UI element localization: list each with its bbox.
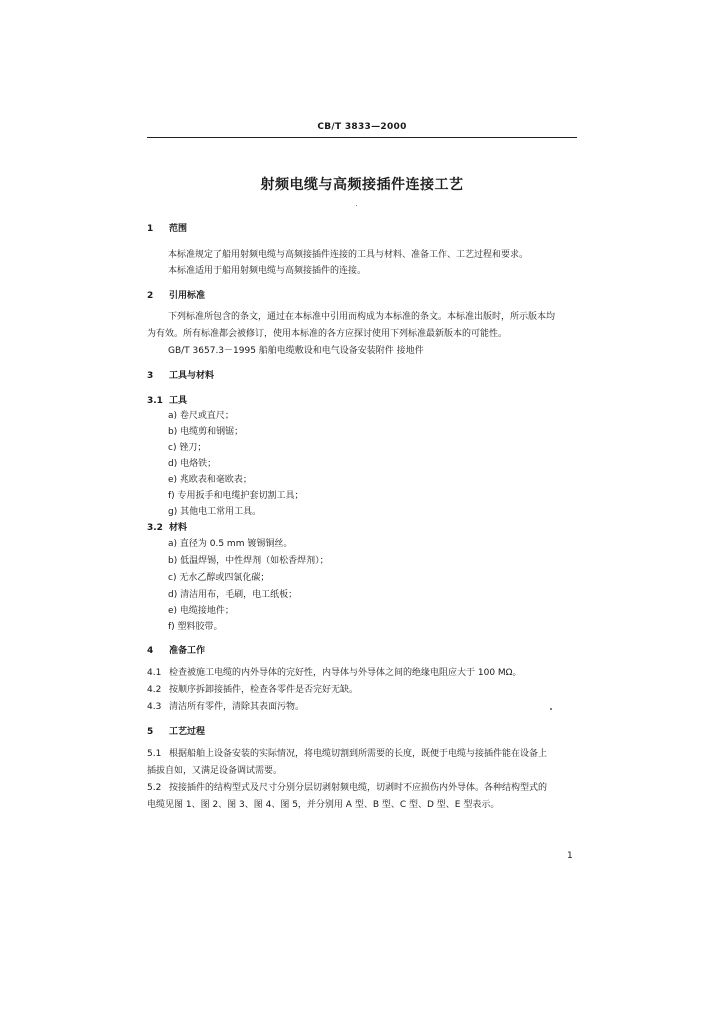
- clause-text: 清洁所有零件，清除其表面污物。: [169, 702, 305, 712]
- clause-5-2: [147, 782, 547, 794]
- subsection-3-2-heading: [147, 522, 187, 534]
- list-item: c) 锉刀；: [168, 443, 207, 453]
- clause-4-3: [147, 701, 304, 713]
- document-title: 射频电缆与高频接插件连接工艺: [260, 177, 464, 193]
- clause-5-2-continued: 电缆见图 1、图 2、图 3、图 4、图 5，并分别用 A 型、B 型、C 型、D 型、E 型表示。: [147, 800, 500, 810]
- clause-text: 按顺序拆卸接插件，检查各零件是否完好无缺。: [169, 685, 359, 695]
- section-5-heading: [147, 726, 205, 738]
- clause-number: 5.1: [147, 749, 162, 759]
- paragraph-line: 本标准规定了船用射频电缆与高频接插件连接的工具与材料、准备工作、工艺过程和要求。: [168, 250, 529, 260]
- scan-speck: [550, 708, 552, 710]
- subsection-title: 工具: [169, 396, 188, 406]
- subsection-3-1-heading: [147, 395, 187, 407]
- list-item: e) 电缆接地件；: [168, 606, 234, 616]
- clause-number: 4.3: [147, 702, 162, 712]
- clause-number: 4.2: [147, 685, 162, 695]
- page-number: 1: [567, 851, 573, 861]
- section-number: 5: [147, 727, 154, 737]
- list-item: a) 直径为 0.5 mm 镀锡铜丝。: [168, 539, 293, 549]
- section-4-heading: [147, 645, 205, 657]
- section-1-heading: [147, 223, 187, 235]
- referenced-standard: GB/T 3657.3－1995 船舶电缆敷设和电气设备安装附件 接地件: [168, 346, 424, 356]
- clause-number: 5.2: [147, 783, 162, 793]
- section-title: 引用标准: [169, 291, 206, 301]
- scan-speck: [356, 205, 357, 206]
- subsection-number: 3.2: [147, 523, 163, 533]
- list-item: d) 清洁用布，毛刷，电工纸板；: [168, 590, 298, 600]
- section-2-heading: [147, 290, 205, 302]
- section-number: 4: [147, 646, 154, 656]
- list-item: c) 无水乙醇或四氯化碳；: [168, 573, 270, 583]
- clause-5-1: [147, 748, 547, 760]
- section-number: 1: [147, 224, 154, 234]
- list-item: a) 卷尺或直尺；: [168, 411, 234, 421]
- clause-text: 按接插件的结构型式及尺寸分别分层切剥射频电缆，切剥时不应损伤内外导体。各种结构型式的: [169, 783, 548, 793]
- list-item: f) 塑料胶带。: [168, 622, 223, 632]
- list-item: f) 专用扳手和电缆护套切割工具；: [168, 491, 304, 501]
- section-title: 准备工作: [169, 646, 206, 656]
- list-item: g) 其他电工常用工具。: [168, 507, 262, 517]
- clause-5-1-continued: 插拔自如，又满足设备调试需要。: [147, 766, 283, 776]
- list-item: b) 低温焊锡，中性焊剂（如松香焊剂）；: [168, 556, 329, 566]
- clause-text: 根据船舶上设备安装的实际情况，将电缆切割到所需要的长度，既便于电缆与接插件能在设备上: [169, 749, 548, 759]
- section-title: 范围: [169, 224, 188, 234]
- subsection-title: 材料: [169, 523, 188, 533]
- list-item: b) 电缆剪和钢锯；: [168, 427, 244, 437]
- section-number: 3: [147, 371, 154, 381]
- section-title: 工具与材料: [169, 371, 215, 381]
- section-number: 2: [147, 291, 154, 301]
- list-item: e) 兆欧表和毫欧表；: [168, 475, 252, 485]
- list-item: d) 电烙铁；: [168, 459, 217, 469]
- subsection-number: 3.1: [147, 396, 163, 406]
- section-3-heading: [147, 370, 214, 382]
- paragraph-line: 下列标准所包含的条文，通过在本标准中引用而构成为本标准的条文。本标准出版时，所示版本均: [168, 312, 556, 322]
- paragraph-line: 本标准适用于船用射频电缆与高频接插件的连接。: [168, 266, 367, 276]
- clause-text: 检查被施工电缆的内外导体的完好性，内导体与外导体之间的绝缘电阻应大于 100 MΩ。: [169, 668, 522, 678]
- section-title: 工艺过程: [169, 727, 206, 737]
- standard-code: CB/T 3833—2000: [317, 122, 407, 132]
- header-rule: [147, 137, 577, 138]
- clause-4-2: [147, 684, 358, 696]
- clause-4-1: [147, 667, 522, 679]
- clause-number: 4.1: [147, 668, 162, 678]
- paragraph-line: 为有效。所有标准都会被修订，使用本标准的各方应探讨使用下列标准最新版本的可能性。: [147, 329, 508, 339]
